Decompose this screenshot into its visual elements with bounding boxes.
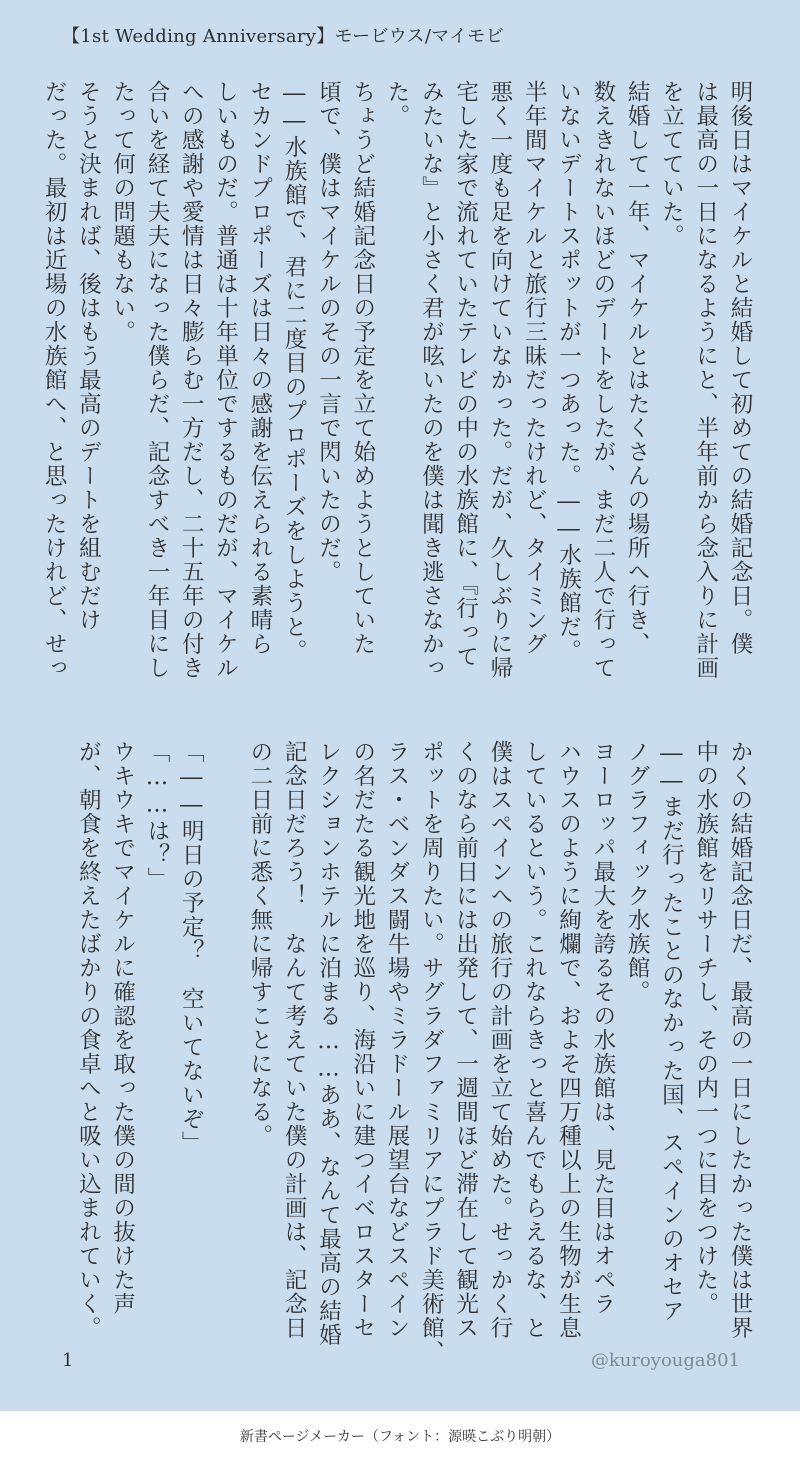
text-column-top-line: 半年間マイケルと旅行三昧だったけれど、タイミング: [521, 80, 548, 656]
text-column-top-line: ――水族館で、君に二度目のプロポーズをしようと。: [281, 80, 308, 663]
text-column-top-line: 悪く一度も足を向けていなかった。だが、久しぶりに帰: [486, 80, 513, 680]
text-column-bottom-line: の名だたる観光地を巡り、海沿いに建つイベロスターセ: [349, 740, 376, 1340]
text-column-bottom-line: 僕はスペインへの旅行の計画を立て始めた。せっかく行: [486, 740, 513, 1340]
text-column-bottom-line: かくの結婚記念日だ、最高の一日にしたかった僕は世界: [727, 740, 753, 1340]
text-column-top-line: 数えきれないほどのデートをしたが、まだ二人で行って: [589, 80, 616, 680]
text-column-bottom-line: ノグラフィック水族館。: [624, 740, 651, 1004]
text-column-top-line: みたいな』と小さく君が呟いたのを僕は聞き逃さなかっ: [418, 80, 445, 680]
text-column-top-line: 頃で、僕はマイケルのその一言で閃いたのだ。: [315, 80, 342, 584]
text-column-bottom-line: ――まだ行ったことのなかった国、スペインのオセア: [658, 740, 685, 1323]
text-column-bottom-line: 記念日だろう！ なんて考えていた僕の計画は、記念日: [281, 740, 308, 1340]
text-column-bottom-line: ラス・ベンダス闘牛場やミラドール展望台などスペイン: [384, 740, 411, 1340]
text-column-bottom-line: ウキウキでマイケルに確認を取った僕の間の抜けた声: [109, 740, 136, 1316]
text-column-top-line: そうと決まれば、後はもう最高のデートを組むだけ: [75, 80, 102, 632]
text-column-top-line: た。: [384, 80, 411, 128]
text-column-top-line: への感謝や愛情は日々膨らむ一方だし、二十五年の付き: [178, 80, 205, 680]
text-column-top-line: しいものだ。普通は十年単位でするものだが、マイケル: [212, 80, 239, 680]
text-column-bottom-line: しているという。これならきっと喜んでもらえるな、と: [521, 740, 548, 1340]
text-column-top: [37, 80, 757, 680]
text-column-bottom-line: ハウスのように絢爛で、およそ四万種以上の生物が生息: [555, 740, 582, 1340]
text-column-top-line: だった。最初は近場の水族館へ、と思ったけれど、せっ: [41, 80, 68, 680]
text-column-bottom-line: 「――明日の予定？ 空いてないぞ」: [178, 740, 205, 1155]
page-number: 1: [62, 1350, 74, 1371]
text-column-bottom-line: 「……は？」: [143, 740, 170, 891]
text-column-top-line: 宅した家で流れていたテレビの中の水族館に、『行って: [452, 80, 479, 669]
text-column-top-line: いないデートスポットが一つあった。――水族館だ。: [555, 80, 582, 663]
text-column-bottom-line: 中の水族館をリサーチし、その内一つに目をつけた。: [692, 740, 719, 1316]
text-column-bottom-line: が、朝食を終えたばかりの食卓へと吸い込まれていく。: [75, 740, 102, 1340]
text-column-bottom-line: [208, 740, 242, 1340]
text-column-bottom-line: レクションホテルに泊まる……ああ、なんて最高の結婚: [315, 740, 342, 1347]
author-handle: @kuroyouga801: [590, 1350, 740, 1371]
text-column-top-line: セカンドプロポーズは日々の感謝を伝えられる素晴ら: [246, 80, 273, 656]
text-column-bottom-line: の二日前に悉く無に帰すことになる。: [246, 740, 273, 1148]
text-column-bottom-line: ポットを周りたい。サグラダファミリアにプラド美術館、: [418, 740, 445, 1364]
generator-credit: 新書ページメーカー（フォント：源暎こぶり明朝）: [239, 1429, 561, 1445]
text-column-top-line: 合いを経て夫夫になった僕らだ、記念すべき一年目にし: [143, 80, 170, 680]
page-header-title: 【1st Wedding Anniversary】モービウス/マイモビ: [62, 26, 505, 47]
text-column-top-line: たって何の問題もない。: [109, 80, 136, 344]
text-column-top-line: は最高の一日になるようにと、半年前から念入りに計画: [692, 80, 719, 680]
text-column-bottom-line: ヨーロッパ最大を誇るその水族館は、見た目はオペラ: [589, 740, 616, 1316]
text-column-top-line: 明後日はマイケルと結婚して初めての結婚記念日。僕: [727, 80, 753, 656]
text-column-bottom-line: くのなら前日には出発して、一週間ほど滞在して観光ス: [452, 740, 479, 1340]
text-column-top-line: を立てていた。: [658, 80, 685, 248]
text-column-top-line: ちょうど結婚記念日の予定を立て始めようとしていた: [349, 80, 376, 656]
text-column-top-line: 結婚して一年、マイケルとはたくさんの場所へ行き、: [624, 80, 651, 656]
